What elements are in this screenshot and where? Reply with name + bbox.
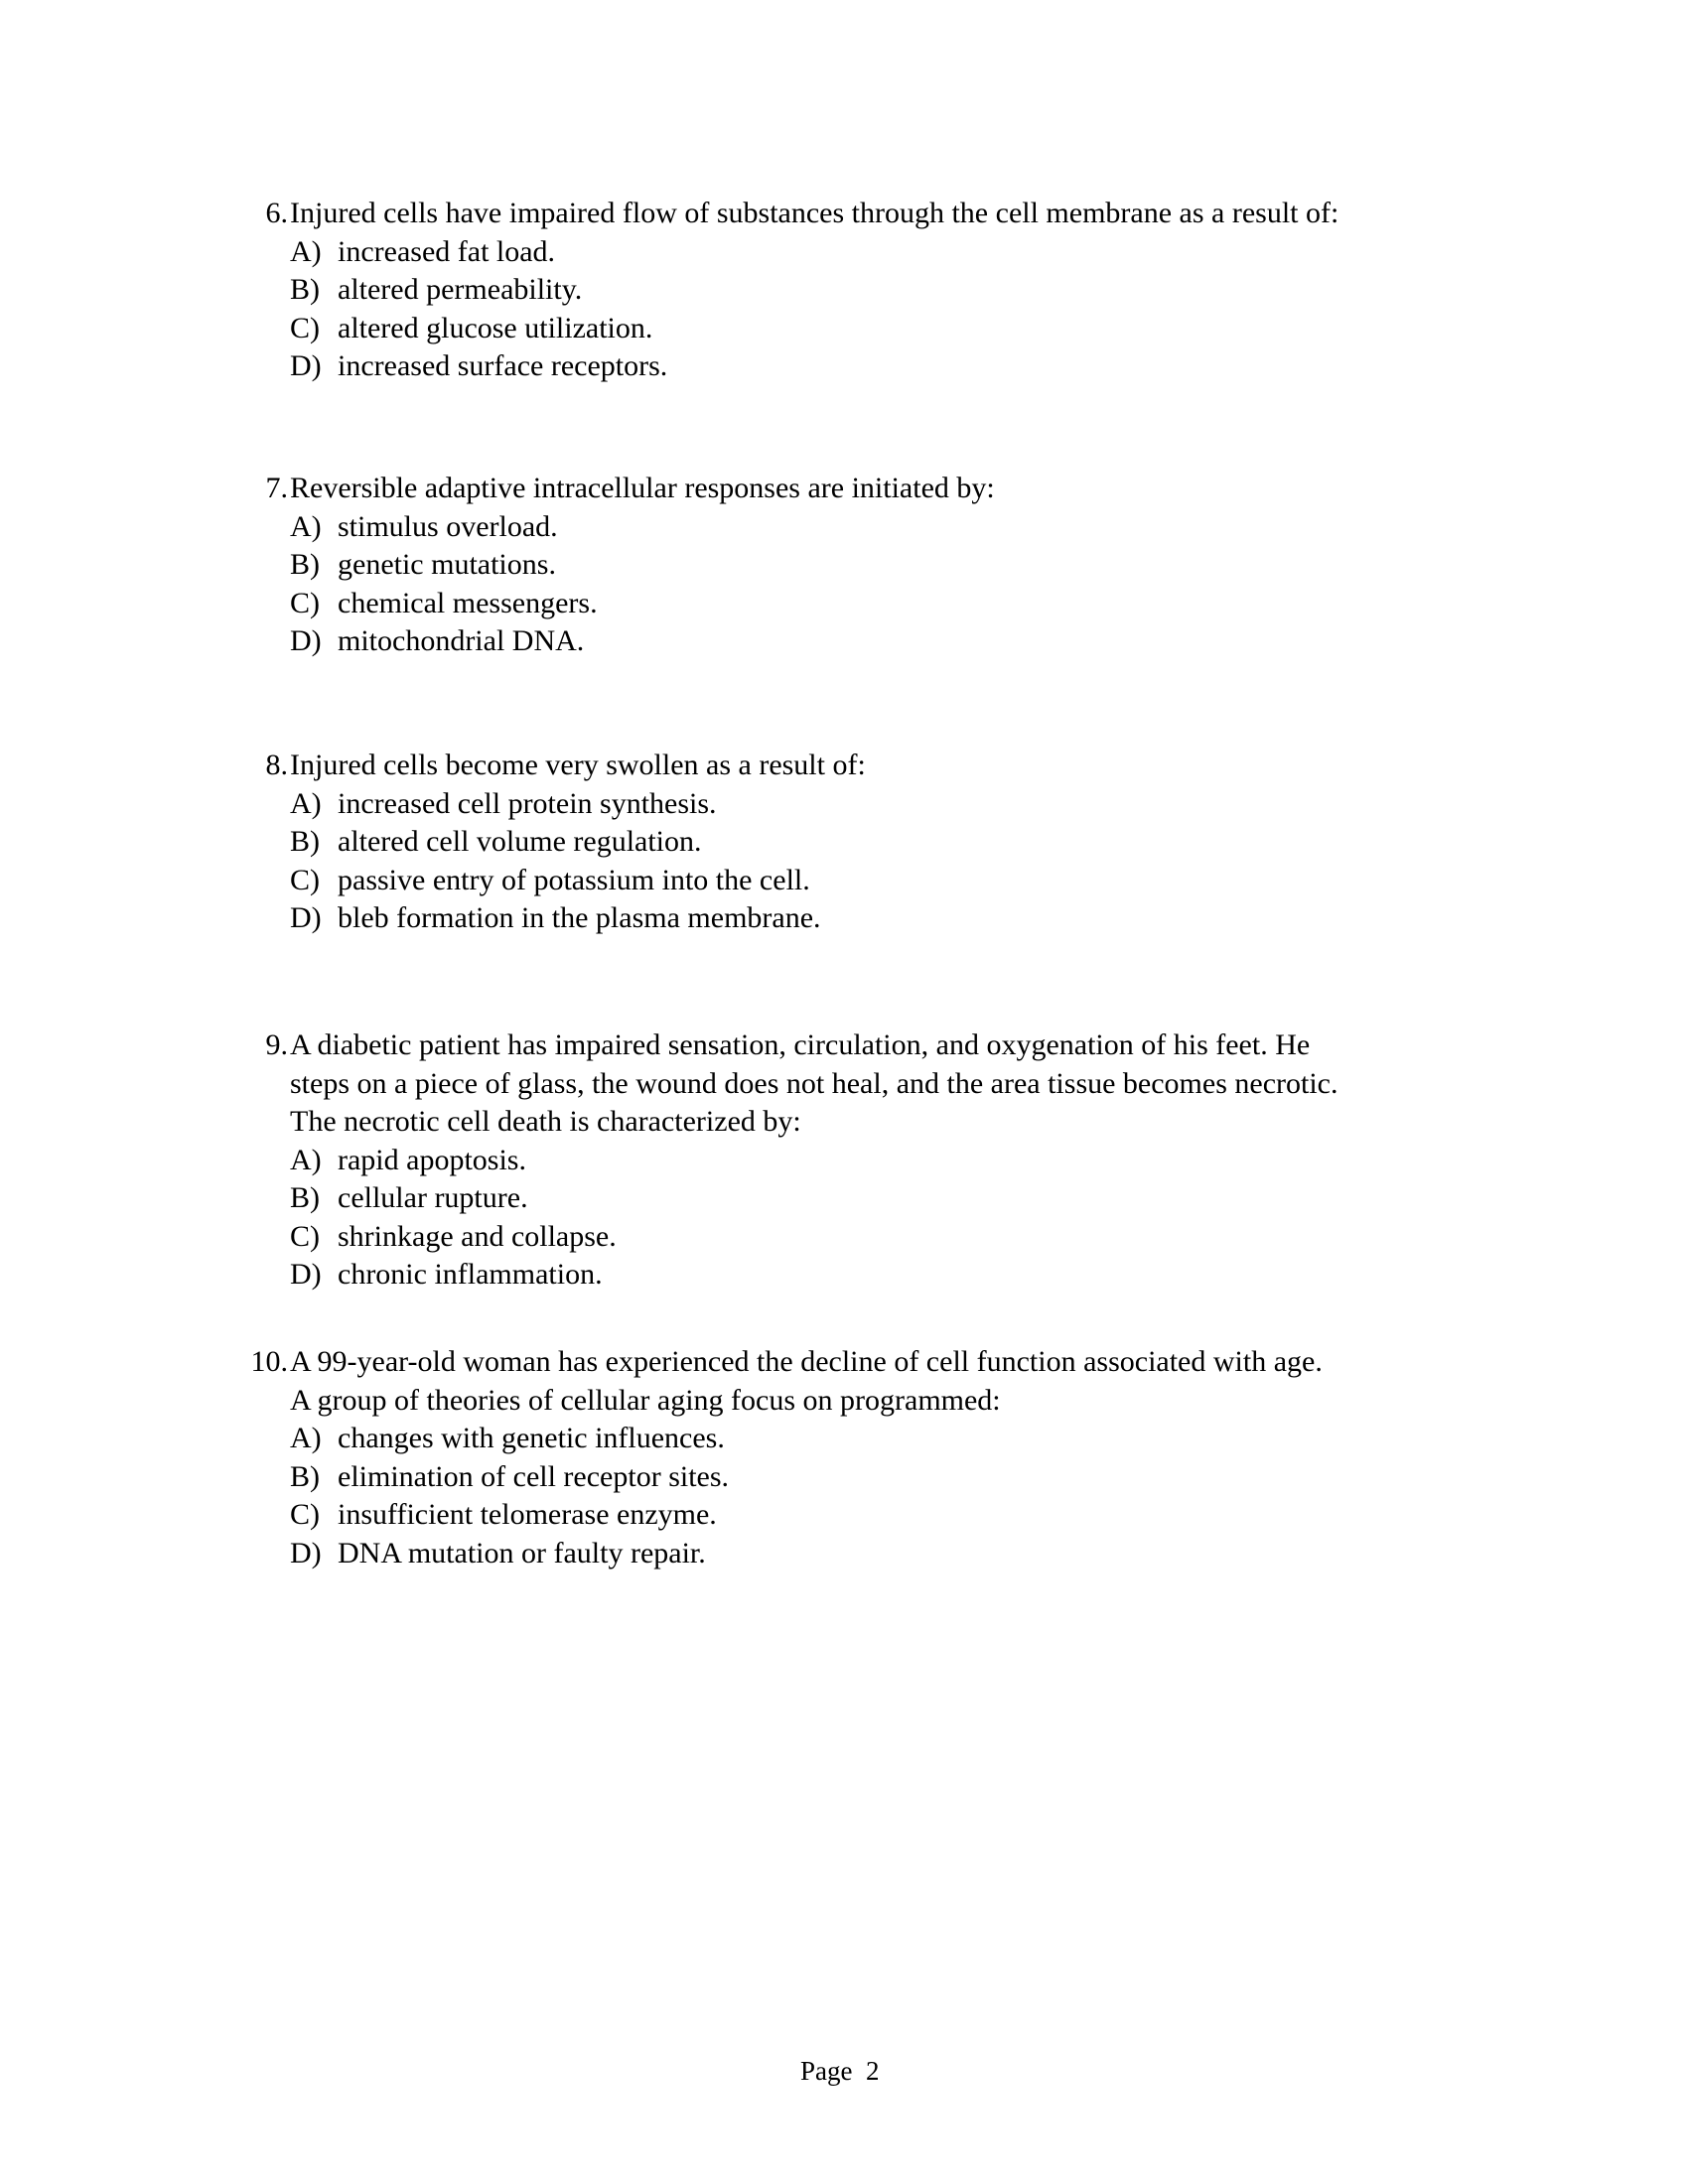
question-8 bbox=[0, 747, 1688, 938]
question-stem-line bbox=[0, 1026, 1688, 1065]
question-stem-text: A 99-year-old woman has experienced the decline of cell function associated with age. bbox=[290, 1345, 1323, 1378]
question-stem-text: A group of theories of cellular aging focus on programmed: bbox=[290, 1383, 1001, 1417]
option-text: bleb formation in the plasma membrane. bbox=[338, 901, 821, 934]
answer-option bbox=[0, 271, 1688, 310]
option-letter: D) bbox=[290, 1536, 322, 1570]
answer-option bbox=[0, 1218, 1688, 1257]
question-stem-line bbox=[0, 1065, 1688, 1104]
option-text: stimulus overload. bbox=[338, 509, 558, 543]
option-letter: D) bbox=[290, 624, 322, 657]
option-letter: C) bbox=[290, 863, 320, 896]
option-text: increased surface receptors. bbox=[338, 349, 668, 382]
option-text: passive entry of potassium into the cell. bbox=[338, 863, 810, 896]
option-text: chronic inflammation. bbox=[338, 1258, 603, 1291]
option-letter: A) bbox=[290, 786, 322, 820]
question-number: 10. bbox=[250, 1345, 288, 1378]
answer-option bbox=[0, 585, 1688, 623]
question-stem-line bbox=[0, 195, 1688, 233]
answer-option bbox=[0, 862, 1688, 900]
answer-option bbox=[0, 1458, 1688, 1497]
question-number: 7. bbox=[265, 472, 288, 504]
option-text: altered permeability. bbox=[338, 273, 583, 306]
option-text: rapid apoptosis. bbox=[338, 1143, 526, 1176]
answer-option bbox=[0, 1256, 1688, 1295]
question-stem-line bbox=[0, 1103, 1688, 1142]
answer-option bbox=[0, 1142, 1688, 1180]
question-9 bbox=[0, 1026, 1688, 1295]
question-stem-line bbox=[0, 1343, 1688, 1382]
option-letter: B) bbox=[290, 825, 320, 858]
question-stem-text: Reversible adaptive intracellular responses are initiated by: bbox=[290, 472, 995, 504]
option-letter: A) bbox=[290, 509, 322, 543]
question-10 bbox=[0, 1343, 1688, 1572]
option-text: cellular rupture. bbox=[338, 1181, 528, 1214]
question-stem-text: Injured cells have impaired flow of substances through the cell membrane as a result of: bbox=[290, 197, 1339, 229]
answer-option bbox=[0, 310, 1688, 348]
question-stem-line bbox=[0, 747, 1688, 785]
option-text: elimination of cell receptor sites. bbox=[338, 1459, 730, 1493]
option-text: insufficient telomerase enzyme. bbox=[338, 1498, 717, 1531]
option-letter: C) bbox=[290, 586, 320, 619]
option-text: mitochondrial DNA. bbox=[338, 624, 585, 657]
question-number: 9. bbox=[265, 1028, 288, 1061]
option-letter: D) bbox=[290, 349, 322, 382]
option-letter: A) bbox=[290, 234, 322, 268]
page-number: Page 2 bbox=[800, 2056, 880, 2086]
answer-option bbox=[0, 1535, 1688, 1573]
option-letter: C) bbox=[290, 311, 320, 344]
question-stem-text: Injured cells become very swollen as a result of: bbox=[290, 749, 866, 781]
answer-option bbox=[0, 347, 1688, 386]
option-text: genetic mutations. bbox=[338, 548, 556, 581]
option-letter: C) bbox=[290, 1219, 320, 1253]
answer-option bbox=[0, 1420, 1688, 1458]
option-text: chemical messengers. bbox=[338, 586, 598, 619]
question-stem-line bbox=[0, 470, 1688, 508]
answer-option bbox=[0, 1179, 1688, 1218]
answer-option bbox=[0, 899, 1688, 938]
question-stem-text: steps on a piece of glass, the wound does not heal, and the area tissue becomes necrotic. bbox=[290, 1066, 1338, 1100]
answer-option bbox=[0, 785, 1688, 824]
answer-option bbox=[0, 823, 1688, 862]
question-stem-text: The necrotic cell death is characterized by: bbox=[290, 1105, 801, 1138]
question-stem-text: A diabetic patient has impaired sensation, circulation, and oxygenation of his feet. He bbox=[290, 1028, 1311, 1061]
answer-option bbox=[0, 1496, 1688, 1535]
question-number: 8. bbox=[265, 749, 288, 781]
option-text: increased cell protein synthesis. bbox=[338, 786, 717, 820]
option-text: altered cell volume regulation. bbox=[338, 825, 702, 858]
option-text: altered glucose utilization. bbox=[338, 311, 653, 344]
option-letter: C) bbox=[290, 1498, 320, 1531]
option-letter: A) bbox=[290, 1143, 322, 1176]
question-number: 6. bbox=[265, 197, 288, 229]
answer-option bbox=[0, 508, 1688, 547]
option-text: changes with genetic influences. bbox=[338, 1422, 725, 1454]
option-letter: D) bbox=[290, 1258, 322, 1291]
option-text: increased fat load. bbox=[338, 234, 556, 268]
option-text: shrinkage and collapse. bbox=[338, 1219, 617, 1253]
answer-option bbox=[0, 233, 1688, 272]
option-letter: B) bbox=[290, 548, 320, 581]
question-6 bbox=[0, 195, 1688, 386]
answer-option bbox=[0, 622, 1688, 661]
option-text: DNA mutation or faulty repair. bbox=[338, 1536, 706, 1570]
option-letter: B) bbox=[290, 273, 320, 306]
question-stem-line bbox=[0, 1382, 1688, 1421]
answer-option bbox=[0, 546, 1688, 585]
option-letter: D) bbox=[290, 901, 322, 934]
option-letter: B) bbox=[290, 1181, 320, 1214]
question-7 bbox=[0, 470, 1688, 661]
option-letter: B) bbox=[290, 1459, 320, 1493]
option-letter: A) bbox=[290, 1422, 322, 1454]
